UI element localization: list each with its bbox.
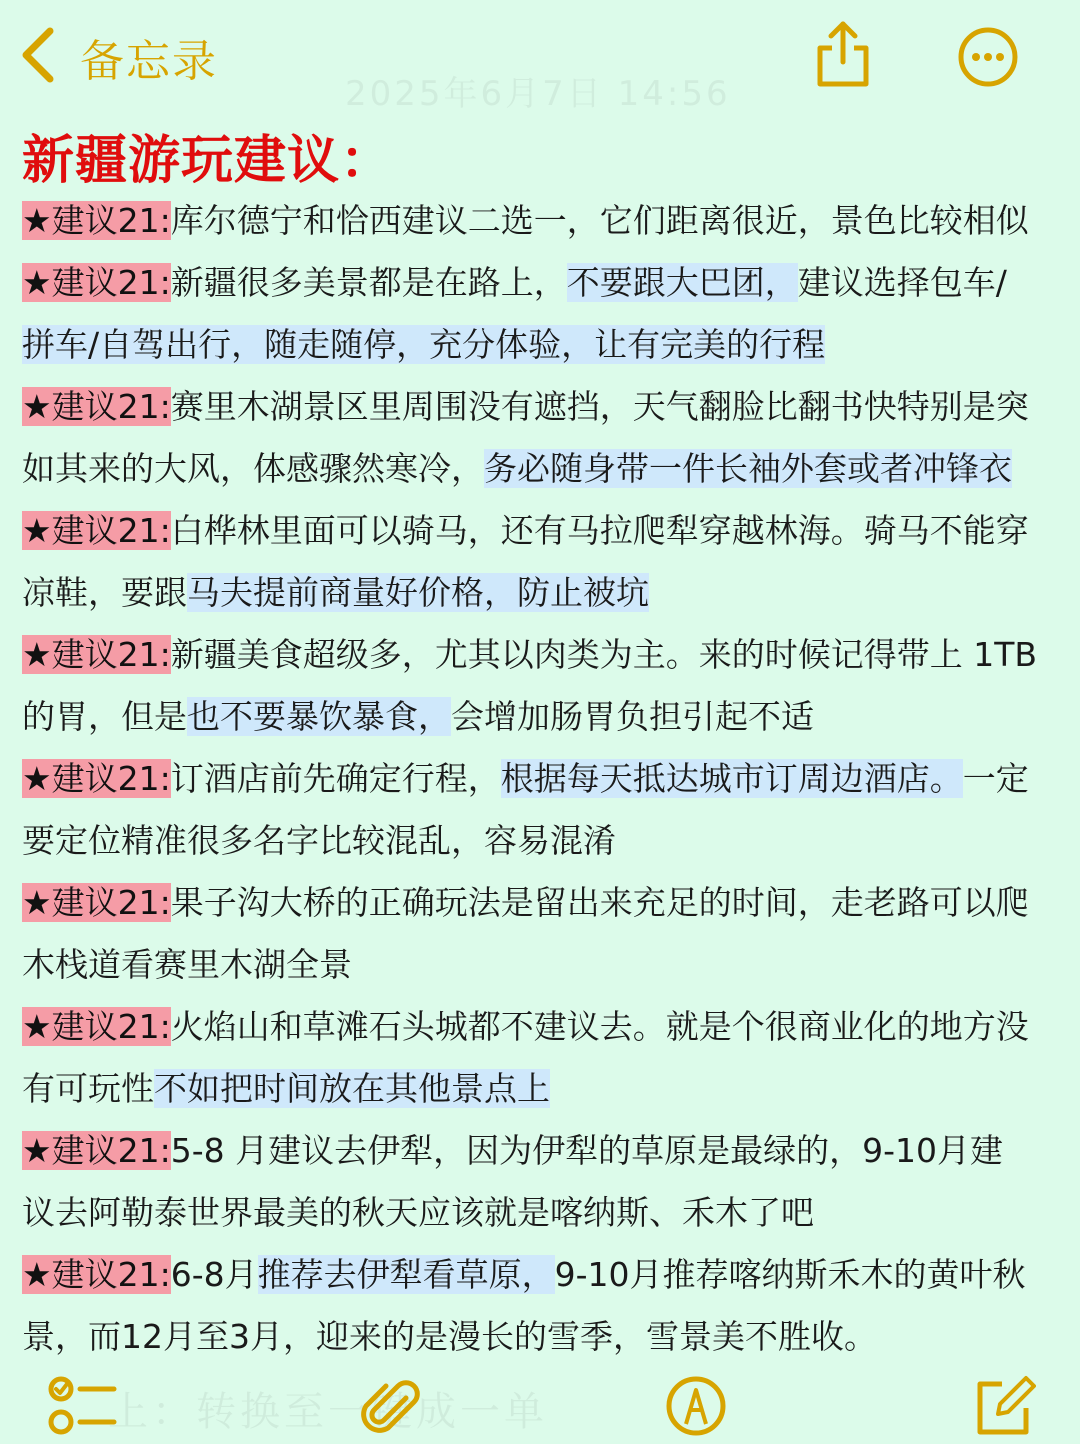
note-text: 会增加肠胃负担引起不适 bbox=[451, 697, 814, 736]
note-line bbox=[22, 376, 1052, 438]
markup-button[interactable] bbox=[664, 1374, 728, 1442]
tip-label: ★建议21: bbox=[22, 1131, 171, 1170]
note-body[interactable] bbox=[22, 190, 1052, 1368]
note-text: 新疆美食超级多，尤其以肉类为主。来的时候记得带上 1TB bbox=[170, 635, 1037, 674]
more-button[interactable] bbox=[957, 26, 1019, 88]
highlighted-text: 也不要暴饮暴食， bbox=[187, 697, 451, 736]
note-date: 2025年6月7日 14:56 bbox=[345, 74, 731, 114]
tip-label: ★建议21: bbox=[22, 263, 171, 302]
note-text: 6-8月 bbox=[170, 1255, 258, 1294]
note-line bbox=[22, 624, 1052, 686]
note-text: 9-10月推荐喀纳斯禾木的黄叶秋 bbox=[554, 1255, 1026, 1294]
note-text: 有可玩性 bbox=[22, 1069, 154, 1108]
note-line bbox=[22, 1306, 1052, 1368]
note-line bbox=[22, 252, 1052, 314]
tip-label: ★建议21: bbox=[22, 1007, 171, 1046]
note-text: 新疆很多美景都是在路上， bbox=[170, 263, 567, 302]
note-line bbox=[22, 500, 1052, 562]
note-line bbox=[22, 810, 1052, 872]
note-text: 景，而12月至3月，迎来的是漫长的雪季，雪景美不胜收。 bbox=[22, 1317, 877, 1356]
note-line bbox=[22, 1182, 1052, 1244]
checklist-button[interactable] bbox=[48, 1372, 118, 1442]
bottom-toolbar bbox=[0, 1370, 1080, 1440]
share-button[interactable] bbox=[812, 18, 874, 90]
tip-label: ★建议21: bbox=[22, 387, 171, 426]
tip-label: ★建议21: bbox=[22, 201, 171, 240]
tip-label: ★建议21: bbox=[22, 511, 171, 550]
compose-icon bbox=[972, 1374, 1036, 1438]
note-text: 如其来的大风，体感骤然寒冷， bbox=[22, 449, 484, 488]
note-text: 建议选择包车/ bbox=[797, 263, 1007, 302]
note-text: 议去阿勒泰世界最美的秋天应该就是喀纳斯、禾木了吧 bbox=[22, 1193, 814, 1232]
note-text: 木栈道看赛里木湖全景 bbox=[22, 945, 352, 984]
note-line bbox=[22, 1058, 1052, 1120]
highlighted-text: 拼车/自驾出行，随走随停，充分体验，让有完美的行程 bbox=[22, 325, 826, 364]
more-icon bbox=[957, 26, 1019, 88]
note-text: 的胃，但是 bbox=[22, 697, 187, 736]
back-button[interactable] bbox=[18, 22, 218, 92]
note-line bbox=[22, 748, 1052, 810]
note-text: 一定 bbox=[962, 759, 1029, 798]
note-title: 新疆游玩建议： bbox=[22, 131, 394, 191]
note-text: 订酒店前先确定行程， bbox=[170, 759, 501, 798]
note-text: 火焰山和草滩石头城都不建议去。就是个很商业化的地方没 bbox=[170, 1007, 1029, 1046]
share-icon bbox=[812, 18, 874, 90]
tip-label: ★建议21: bbox=[22, 759, 171, 798]
highlighted-text: 马夫提前商量好价格，防止被坑 bbox=[187, 573, 649, 612]
note-line bbox=[22, 438, 1052, 500]
tip-label: ★建议21: bbox=[22, 1255, 171, 1294]
highlighted-text: 不要跟大巴团， bbox=[566, 263, 798, 302]
highlighted-text: 务必随身带一件长袖外套或者冲锋衣 bbox=[484, 449, 1012, 488]
attachment-button[interactable] bbox=[360, 1376, 424, 1444]
note-text: 要定位精准很多名字比较混乱，容易混淆 bbox=[22, 821, 616, 860]
bottom-hint-text: 上：转换至一键成一单 bbox=[108, 1389, 548, 1435]
note-text: 库尔德宁和恰西建议二选一，它们距离很近，景色比较相似 bbox=[170, 201, 1029, 240]
note-line bbox=[22, 562, 1052, 624]
note-line bbox=[22, 996, 1052, 1058]
note-line bbox=[22, 686, 1052, 748]
note-text: 凉鞋，要跟 bbox=[22, 573, 187, 612]
note-text: 5-8 月建议去伊犁，因为伊犁的草原是最绿的，9-10月建 bbox=[170, 1131, 1003, 1170]
note-line bbox=[22, 190, 1052, 252]
top-toolbar bbox=[0, 0, 1080, 114]
checklist-icon bbox=[48, 1372, 118, 1438]
paperclip-icon bbox=[360, 1376, 424, 1440]
chevron-left-icon bbox=[18, 27, 58, 87]
tip-label: ★建议21: bbox=[22, 883, 171, 922]
note-line bbox=[22, 1120, 1052, 1182]
back-label: 备忘录 bbox=[80, 36, 218, 87]
compose-button[interactable] bbox=[972, 1374, 1036, 1442]
highlighted-text: 不如把时间放在其他景点上 bbox=[154, 1069, 550, 1108]
tip-label: ★建议21: bbox=[22, 635, 171, 674]
pen-markup-icon bbox=[664, 1374, 728, 1438]
note-text: 果子沟大桥的正确玩法是留出来充足的时间，走老路可以爬 bbox=[170, 883, 1029, 922]
note-line bbox=[22, 1244, 1052, 1306]
note-line bbox=[22, 872, 1052, 934]
note-text: 白桦林里面可以骑马，还有马拉爬犁穿越林海。骑马不能穿 bbox=[170, 511, 1029, 550]
note-text: 赛里木湖景区里周围没有遮挡，天气翻脸比翻书快特别是突 bbox=[170, 387, 1029, 426]
note-line bbox=[22, 314, 1052, 376]
highlighted-text: 根据每天抵达城市订周边酒店。 bbox=[500, 759, 963, 798]
note-line bbox=[22, 934, 1052, 996]
highlighted-text: 推荐去伊犁看草原， bbox=[257, 1255, 555, 1294]
